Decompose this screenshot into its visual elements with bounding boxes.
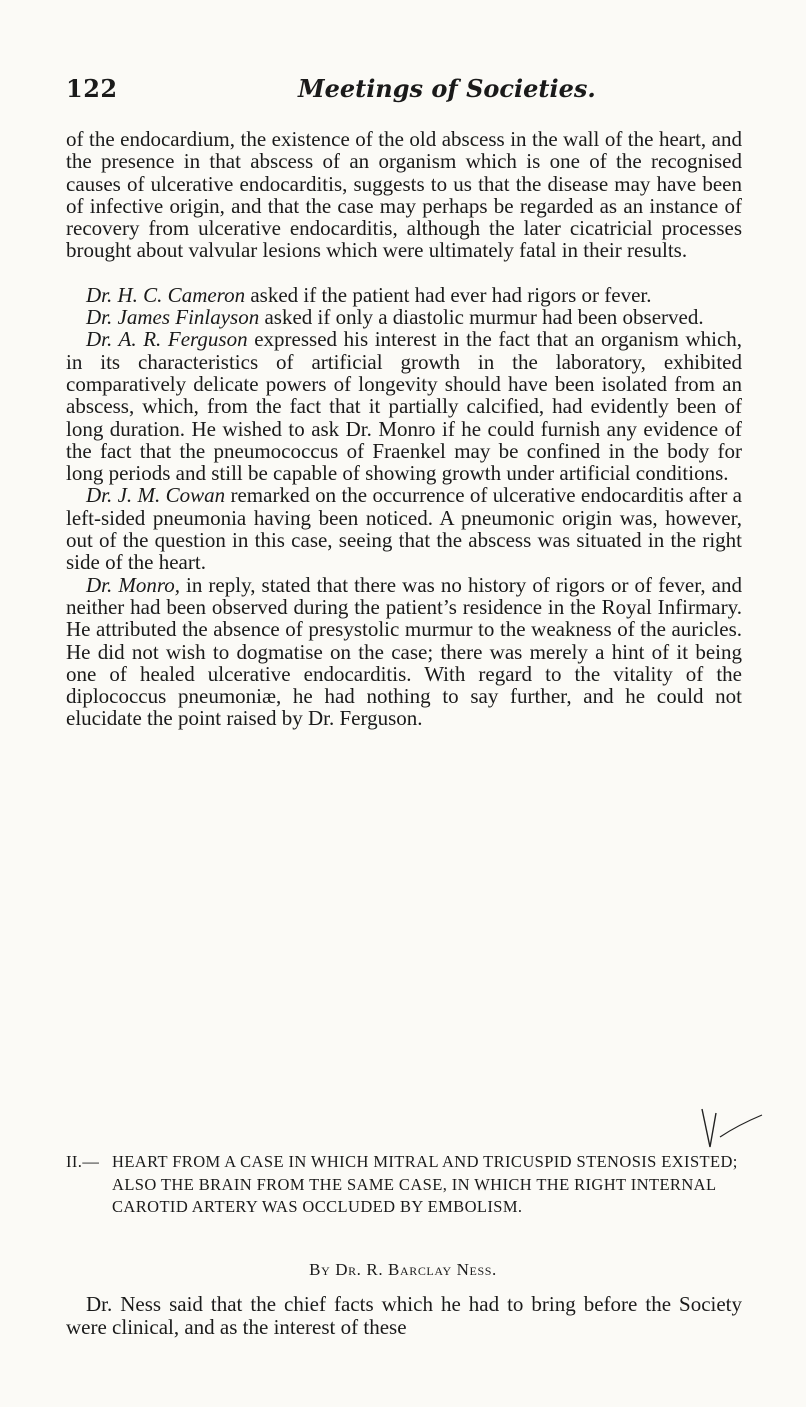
speaker-name: Dr. H. C. Cameron bbox=[86, 282, 246, 307]
speaker-name: Dr. James Finlayson bbox=[86, 305, 260, 330]
page-number: 122 bbox=[66, 74, 118, 103]
section-number: II.— bbox=[66, 1152, 100, 1171]
paragraph-text: in reply, stated that there was no history of rigors or of fever, and neither had been observed during the patient’s residence in the Royal Infirmary. He attributed the absence of presystolic murmur to the weakness of the auricles. He did not wish to dogmatise on the case; there was merely a hint of it being one of healed ulcerative endocarditis. With regard to the vitality of the diplococcus pneumoniæ, he had nothing to say further, and he could not elucidate the point raised by Dr. Ferguson. bbox=[66, 572, 742, 731]
pencil-mark bbox=[700, 1107, 770, 1152]
author-byline: By Dr. R. Barclay Ness. bbox=[309, 1260, 497, 1279]
speaker-name: Dr. Monro, bbox=[86, 572, 180, 597]
section-header bbox=[66, 1151, 746, 1219]
speaker-name: Dr. J. M. Cowan bbox=[86, 483, 226, 508]
section-title: HEART FROM A CASE IN WHICH MITRAL AND TRICUSPID STENOSIS EXISTED; ALSO THE BRAIN FROM THE SAME CASE, IN WHICH THE RIGHT INTERNAL CAROTID ARTERY WAS OCCLUDED BY EMBOLISM. bbox=[112, 1152, 738, 1216]
paragraph-text: expressed his interest in the fact that an organism which, in its characteristics of artificial growth in the laboratory, exhibited comparatively delicate powers of longevity should have been isolated from an abscess, which, from the fact that it partially calcified, had evidently been of long duration. He wished to ask Dr. Monro if he could furnish any evidence of the fact that the pneumococcus of Fraenkel may be confined in the body for long periods and still be capable of showing growth under artificial conditions. bbox=[66, 327, 743, 486]
paragraph-2 bbox=[66, 284, 742, 306]
paragraph-text: asked if only a diastolic murmur had been observed. bbox=[259, 305, 704, 330]
paragraph-3 bbox=[66, 306, 742, 328]
discussion-text bbox=[66, 128, 742, 730]
paragraph-gap bbox=[66, 262, 742, 284]
closing-paragraph: Dr. Ness said that the chief facts which he had to bring before the Society were clinical, and as the interest of these bbox=[66, 1292, 742, 1339]
running-head: Meetings of Societies. bbox=[298, 74, 596, 103]
paragraph-4 bbox=[66, 328, 742, 484]
paragraph-6 bbox=[66, 574, 742, 730]
paragraph-text: asked if the patient had ever had rigors or fever. bbox=[245, 282, 652, 307]
paragraph-5 bbox=[66, 484, 742, 573]
page-header bbox=[66, 74, 740, 104]
paragraph-1: of the endocardium, the existence of the old abscess in the wall of the heart, and the presence in that abscess of an organism which is one of the recognised causes of ulcerative endocarditis, suggests to us that the disease may have been of infective origin, and that the case may perhaps be regarded as an instance of recovery from ulcerative endocarditis, although the later cicatricial processes brought about valvular lesions which were ultimately fatal in their results. bbox=[66, 127, 742, 263]
paragraph-text: remarked on the occurrence of ulcerative endocarditis after a left-sided pneumonia having been noticed. A pneumonic origin was, however, out of the question in this case, seeing that the abscess was situated in the right side of the heart. bbox=[66, 483, 742, 575]
section-heading bbox=[66, 1151, 746, 1219]
speaker-name: Dr. A. R. Ferguson bbox=[86, 327, 248, 352]
